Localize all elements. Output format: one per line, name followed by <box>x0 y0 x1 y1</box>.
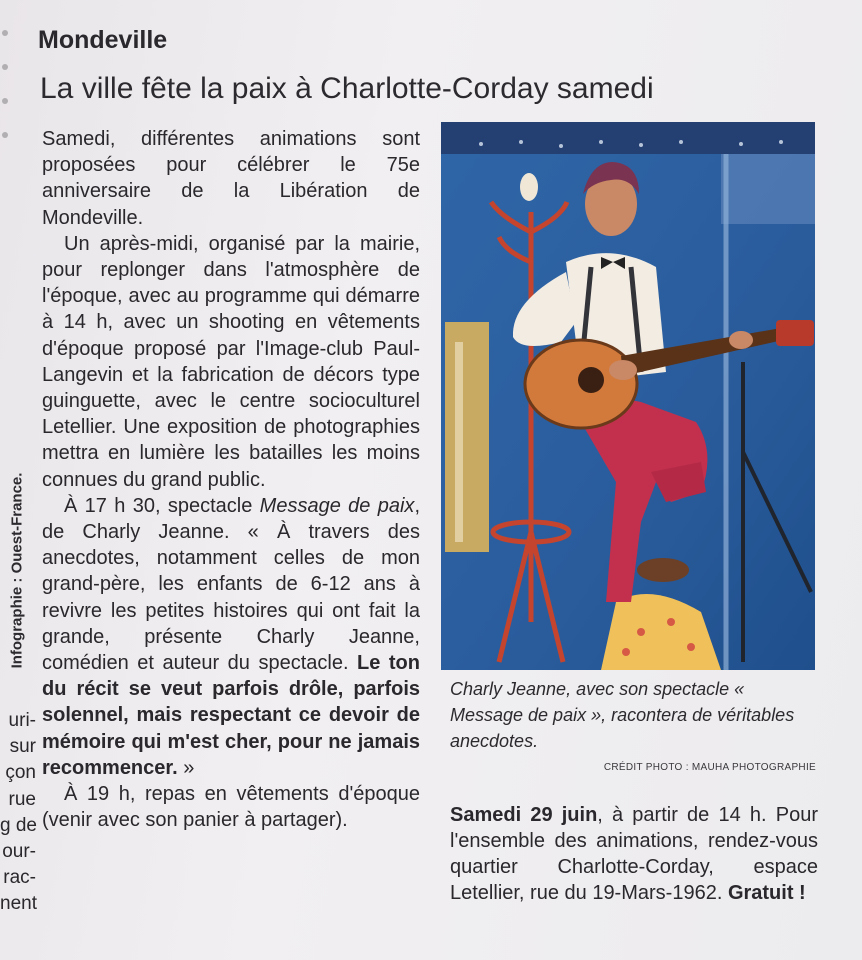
gutter-bullet <box>2 30 8 36</box>
fragment-line: g de <box>0 814 37 836</box>
scarf-drape <box>445 322 489 552</box>
show-title: Message de paix <box>259 494 415 517</box>
guitar-soundhole <box>578 367 604 393</box>
article-body <box>42 126 420 833</box>
guitarist-illustration <box>441 122 815 670</box>
section-rubric: Mondeville <box>38 26 168 54</box>
gutter-bullet <box>2 64 8 70</box>
fragment-line: rac- <box>3 867 36 889</box>
gutter-bullet <box>2 98 8 104</box>
event-info-box <box>450 802 818 906</box>
show-text-a: À 17 h 30, spectacle <box>64 494 260 517</box>
gutter-bullet <box>2 132 8 138</box>
gutter-bullets <box>2 30 10 166</box>
event-details: , à partir de 14 h. Pour l'ensemble des animations, rendez-vous quartier Charlotte-Corday, espace Letellier, rue du 19-Mars-1962. <box>450 804 818 904</box>
photo-credit: CRÉDIT PHOTO : MAUHA PHOTOGRAPHIE <box>603 762 816 773</box>
paragraph-dinner: À 19 h, repas en vêtements d'époque (venir avec son panier à partager). <box>42 783 420 832</box>
fragment-line: rue <box>8 788 36 810</box>
window-panel <box>721 154 815 224</box>
left-shoe <box>637 558 689 582</box>
event-price: Gratuit ! <box>727 882 806 904</box>
guitar-head <box>776 320 814 346</box>
paragraph-afternoon: Un après-midi, organisé par la mairie, pour replonger dans l'atmosphère de l'époque, avec au programme qui démarre à 14 h, avec un shooting en vêtements d'époque proposé par l'Image-club Paul-Langevin et la fabrication de décors type guinguette, avec le centre socioculturel Letellier. Une exposition de photographies mettra en lumière les batailles les moins connues du grand public. <box>42 232 420 491</box>
fragment-line: sur <box>9 736 36 758</box>
fragment-line: our- <box>2 841 36 863</box>
paragraph-show <box>42 493 420 781</box>
fragment-line: çon <box>5 762 36 784</box>
infographic-credit <box>4 440 30 700</box>
fretting-hand <box>729 331 753 349</box>
paragraph-intro: Samedi, différentes animations sont proposées pour célébrer le 75e anniversaire de la Libération de Mondeville. <box>42 128 420 229</box>
photo-caption: Charly Jeanne, avec son spectacle « Message de paix », racontera de véritables anecdotes. <box>450 679 795 751</box>
show-quote-bold: Le ton du récit se veut parfois drôle, parfois solennel, mais respectant ce devoir de mémoire qui m'est cher, pour ne jamais recommencer. <box>42 652 420 779</box>
fragment-line: uri- <box>8 710 36 731</box>
hat-on-rack <box>520 173 538 201</box>
strumming-hand <box>609 360 637 380</box>
infographic-credit-text: Infographie : Ouest-France. <box>8 472 26 668</box>
article-headline: La ville fête la paix à Charlotte-Corday samedi <box>40 72 654 105</box>
fragment-line: nent <box>0 893 37 915</box>
previous-column-fragments <box>0 708 40 918</box>
banner-strip <box>441 122 815 154</box>
article-photo <box>441 122 815 670</box>
event-date: Samedi 29 juin <box>450 804 598 826</box>
show-text-b: , de Charly Jeanne. « À travers des anecdotes, notamment celles de mon grand-père, les enfants de 6-12 ans à revivre les petites histoires qui ont fait la grande, présente Charly Jeanne, comédien et auteur du spectacle. <box>42 494 420 675</box>
show-text-c: » <box>177 756 195 779</box>
